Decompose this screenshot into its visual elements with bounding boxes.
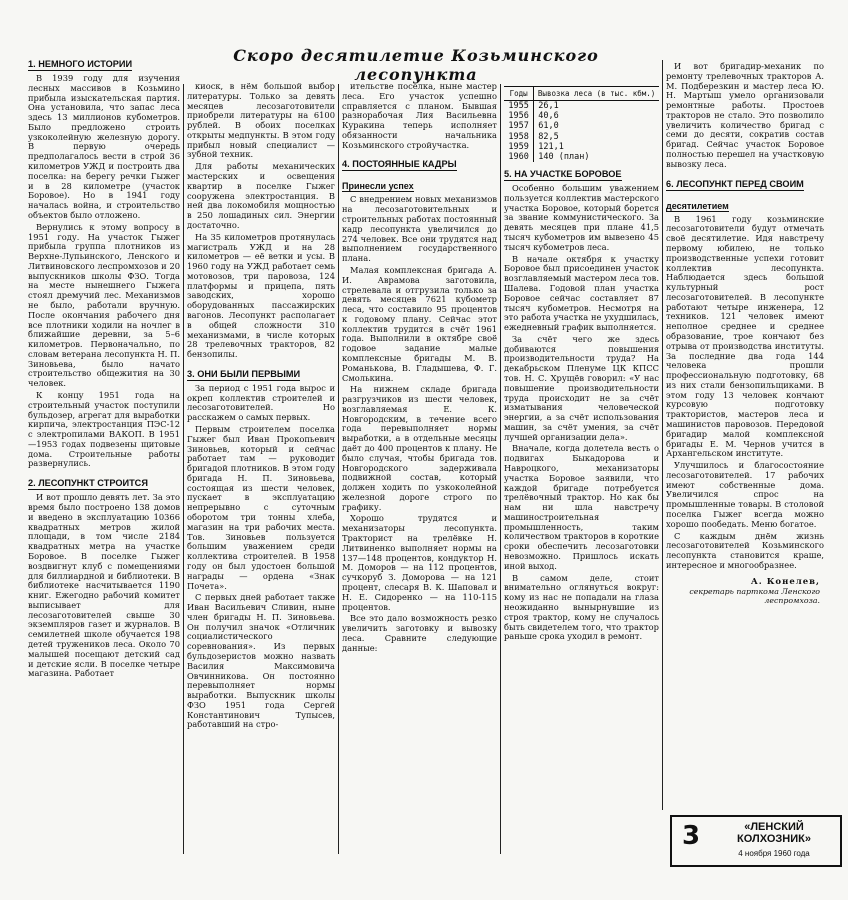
section-3-heading: 3. ОНИ БЫЛИ ПЕРВЫМИ xyxy=(187,368,301,379)
section-6-heading: 6. ЛЕСОПУНКТ ПЕРЕД СВОИМ xyxy=(666,178,804,189)
section-4-subheading: Принесли успех xyxy=(342,181,414,192)
paragraph: И вот бригадир-механик по ремонту трелевочных тракторов А. М. Подберезкин и мастер леса Ю. Н. Мартыш умело организовали ремонтные работы. Простоев тракторов не стало. Это позволило увеличить количество бригад с семи до десяти, сократив состав бригад. Сейчас участок Боровое полностью перешел на участковую вывозку леса. xyxy=(666,62,824,169)
table-row xyxy=(504,111,659,121)
cell-value: 82,5 xyxy=(538,131,559,142)
section-4-heading: 4. ПОСТОЯННЫЕ КАДРЫ xyxy=(342,159,457,170)
column-5 xyxy=(666,62,824,900)
paragraph: Малая комплексная бригада А. И. Аврамова заготовила, стрелевала и отгрузила только за девять месяцев 7621 кубометр леса, что составило 95 процентов к годовому плану. Сейчас этот коллектив трудится в счёт 1961 года. Выполнили в октябре своё годовое задание малые комплексные бригады М. В. Романькова, В. Гладышева, Ф. Г. Смолькина. xyxy=(342,264,497,383)
paragraph: За счёт чего же здесь добиваются повышения производительности труда? На декабрьском Пленуме ЦК КПСС тов. Н. С. Хрущёв говорил: «У нас повышение производительности труда происходит не за счёт изматывания человеческой энергии, а за счёт использования машин, за счёт умения, за счёт лучшей организации дела». xyxy=(504,333,659,442)
paragraph: Вначале, когда долетела весть о подвигах Быкадорова и Навроцкого, механизаторы участка Боровое заявили, что каждой бригаде потребуется трелёвочный трактор. Но как бы нам ни шла навстречу машиностроительная промышленность, таким количеством тракторов в короткие сроки обеспечить лесозаготовки невозможно. Пришлось искать иной выход. xyxy=(504,443,659,571)
section-5-heading: 5. НА УЧАСТКЕ БОРОВОЕ xyxy=(504,169,622,180)
table-row xyxy=(504,152,659,162)
paragraph: В 1961 году козьминские лесозаготовители будут отмечать своё десятилетие. Идя навстречу первому юбилею, не только производственные успехи готовит коллектив лесопункта. Наблюдается здесь большой культурный рост лесозаготовителей. В лесопункте работают четыре инженера, 12 техников. 121 человек имеют неполное среднее и среднее образование, трое кончают без отрыва от производства институты. За последние два года 144 человека прошли профессиональную подготовку, 68 из них стали бензопильщиками. В этом году 13 человек кончают курсовую подготовку трактористов, мастеров леса и машинистов паровозов. Передовой бригадир малой комплексной бригады Е. М. Чернов учится в Архангельском институте. xyxy=(666,213,824,459)
cell-value: 26,1 xyxy=(538,101,559,111)
cell-value: 140 (план) xyxy=(538,151,590,162)
paragraph: И вот прошло девять лет. За это время было построено 138 домов и введено в эксплуатацию 10366 квадратных метров жилой площади, в том числе 2184 квадратных метра на участке Боровое. В поселке Гыжег воздвигнут клуб с помещениями для биллиардной и библиотеки. В библиотеке насчитывается 1190 книг. Ежегодно рабочий комитет выписывает для лесозаготовителей свыше 30 экземпляров газет и журналов. В семилетней школе обучается 198 детей тружеников леса. Около 70 малышей посещают детский сад и детские ясли. В поселке четыре магазина. Работает xyxy=(28,492,180,679)
paragraph: киоск, в нём большой выбор литературы. Только за девять месяцев лесозаготовители приобрели литературы на 6100 рублей. В обоих поселках открыты медпункты. В этом году прибыл новый специалист — зубной техник. xyxy=(187,82,335,160)
table-row xyxy=(504,142,659,152)
column-rule xyxy=(500,84,501,854)
column-rule xyxy=(183,84,184,854)
article-headline: Скоро десятилетие Козьминского лесопункта xyxy=(233,46,599,84)
table-row xyxy=(504,132,659,142)
column-1 xyxy=(28,52,180,900)
masthead-box xyxy=(670,815,842,867)
paragraph: Улучшилось и благосостояние лесозаготовителей. 17 рабочих имеют собственные дома. Увеличился спрос на промышленные товары. В столовой поселка Гыжег всегда можно хорошо пообедать. Меню богатое. xyxy=(666,460,824,529)
paragraph: ительстве поселка, ныне мастер леса. Его участок успешно справляется с планом. Бывшая разнорабочая Лия Васильевна Куракина теперь исполняет обязанности начальника Козьминского стройучастка. xyxy=(342,82,497,150)
cell-value: 61,0 xyxy=(538,121,559,132)
paragraph: С внедрением новых механизмов на лесозаготовительных и строительных работах постоянный кадр лесопункта увеличился до 274 человек. Все они трудятся над выполнением государственного плана. xyxy=(342,194,497,264)
table-header-year: Годы xyxy=(504,87,534,101)
issue-date: 4 ноября 1960 года xyxy=(738,849,810,858)
cell-year: 1959 xyxy=(504,142,534,152)
column-2 xyxy=(187,82,335,900)
paragraph: Вернулись к этому вопросу в 1951 году. На участок Гыжег прибыла группа плотников из Верхне-Лупьинского, Ленского и Литвиновского леспромхозов и 20 выпускников школы ФЗО. Тогда на месте нынешнего Гыжега стоял дремучий лес. Механизмов не было, работали вручную. После окончания рабочего дня все плотники ходили на ночлег в ближайшие деревни, за 5–6 километров. Первоначально, по словам ветерана лесопункта Н. П. Зиновьева, было начато строительство общежития на 30 человек. xyxy=(28,221,180,389)
cell-year: 1955 xyxy=(504,101,534,112)
paragraph: Первым строителем поселка Гыжег был Иван Прокопьевич Зиновьев, который и сейчас работает там — руководит бригадой плотников. В этом году бригада Н. П. Зиновьева, состоящая из шести человек, пускает в эксплуатацию непрерывно с суточным оборотом три тонны хлеба, магазин на три рабочих места. Тов. Зиновьев пользуется большим уважением среди коллектива строителей. В 1958 году он был удостоен большой награды — ордена «Знак Почета». xyxy=(187,424,335,591)
paragraph: Для работы механических мастерских и освещения квартир в поселке Гыжег сооружена электростанция. В ней два локомобиля мощностью в 250 лошадиных сил. Энергии достаточно. xyxy=(187,161,335,230)
table-row xyxy=(504,101,659,112)
signature-role: секретарь парткома Ленского леспромхоза. xyxy=(689,586,820,605)
paragraph: В 1939 году для изучения лесных массивов в Козьмино прибыла изыскательская партия. Она установила, что запас леса здесь 13 миллионов кубометров. Было предложено строить узкоколейную железную дорогу. В первую очередь предполагалось вести в строй 36 километров УЖД и построить два поселка: на берегу речки Гыжег и в 28 километре (участок Боровое). Но в 1941 году началась война, и строительство объектов было отложено. xyxy=(28,73,180,220)
column-3 xyxy=(342,82,497,900)
paragraph: Особенно большим уважением пользуется коллектив мастерского участка Боровое, который борется за звание коммунистического. За девять месяцев при плане 41,5 тысяч кубометров им вывезено 45 тысяч кубометров леса. xyxy=(504,183,659,252)
timber-haulage-table xyxy=(504,86,659,162)
paragraph: В начале октября к участку Боровое был присоединен участок возглавляемый мастером леса тов. Шалева. Годовой план участка Боровое сейчас составляет 87 тысяч кубометров. Несмотря на это работа участка не ухудшилась, ежедневный график выполняется. xyxy=(504,253,659,333)
section-1-heading: 1. НЕМНОГО ИСТОРИИ xyxy=(28,59,133,69)
paragraph: С первых дней работает также Иван Васильевич Сливин, ныне член бригады Н. П. Зиновьева. Он получил значок «Отличник социалистического соревнования». Из первых бульдозеристов можно назвать Василия Максимовича Овчинникова. Он постоянно перевыполняет нормы выработки. Выпускник школы ФЗО 1951 года Сергей Константинович Тупысев, работавший на стро- xyxy=(187,592,335,730)
page-number: 3 xyxy=(682,821,701,851)
table-row xyxy=(504,121,659,131)
paragraph: За период с 1951 года вырос и окреп коллектив строителей и лесозаготовителей. Но расскажем о самых первых. xyxy=(187,382,335,423)
paragraph: Все это дало возможность резко увеличить заготовку и вывозку леса. Сравните следующие данные: xyxy=(342,613,497,653)
cell-year: 1960 xyxy=(504,152,534,162)
paragraph: На нижнем складе бригада разгрузчиков из шести человек, возглавляемая Е. К. Новгородским, в течение всего года перевыполняет нормы выработки, а в отдельные месяцы даёт до 400 процентов к плану. Не было случая, чтобы бригада тов. Новгородского задерживала подвижной состав, который должен ходить по узкоколейной железной дороге строго по графику. xyxy=(342,384,497,512)
column-rule xyxy=(662,60,663,810)
cell-year: 1958 xyxy=(504,132,534,142)
column-rule xyxy=(338,84,339,854)
section-6-subheading: десятилетием xyxy=(666,200,729,211)
cell-value: 121,1 xyxy=(538,141,564,152)
paragraph: Хорошо трудятся и механизаторы лесопункта. Тракторист на трелёвке Н. Литвиненко выполняет нормы на 137—148 процентов, кондуктор Н. М. Доморов — на 112 процентов, сучкоруб З. Доморова — на 121 процент, слесаря В. К. Шаповал и Н. Е. Сидоренко — на 110-115 процентов. xyxy=(342,513,497,612)
signature xyxy=(666,577,820,605)
paragraph: С каждым днём жизнь лесозаготовителей Козьминского лесопункта становится краше, интересное и многообразнее. xyxy=(666,530,824,570)
paragraph: На 35 километров протянулась магистраль УЖД и на 28 километров — её ветки и усы. В 1960 году на УЖД работает семь мотовозов, три паровоза, 124 платформы и прицепа, пять заводских, хорошо оборудованных пассажирских вагонов. Лесопункт располагает в общей сложности 310 механизмами, в числе которых 28 трелевочных тракторов, 82 бензопилы. xyxy=(187,231,335,360)
cell-year: 1957 xyxy=(504,121,534,131)
signature-name: А. Конелев, xyxy=(750,576,820,587)
paragraph: К концу 1951 года на строительный участок поступили бульдозер, агрегат для выработки кирпича, электростанция ПЭС-12 с электропилами ВАКОП. В 1951—1953 годах подвезены щитовые дома. Строительные работы развернулись. xyxy=(28,390,180,469)
section-2-heading: 2. ЛЕСОПУНКТ СТРОИТСЯ xyxy=(28,478,148,489)
paragraph: В самом деле, стоит внимательно оглянуться вокруг: кому из нас не попадали на глаза неожиданно вынырнувшие из строя трактор, кому не случалось быть свидетелем того, что трактор раньше срока уходил в ремонт. xyxy=(504,572,659,642)
column-4 xyxy=(504,86,659,900)
cell-value: 40,6 xyxy=(538,111,559,122)
cell-year: 1956 xyxy=(504,111,534,121)
newspaper-name: «ЛЕНСКИЙ КОЛХОЗНИК» xyxy=(737,821,811,846)
table-header-value: Вывозка леса (в тыс. кбм.) xyxy=(534,87,659,101)
